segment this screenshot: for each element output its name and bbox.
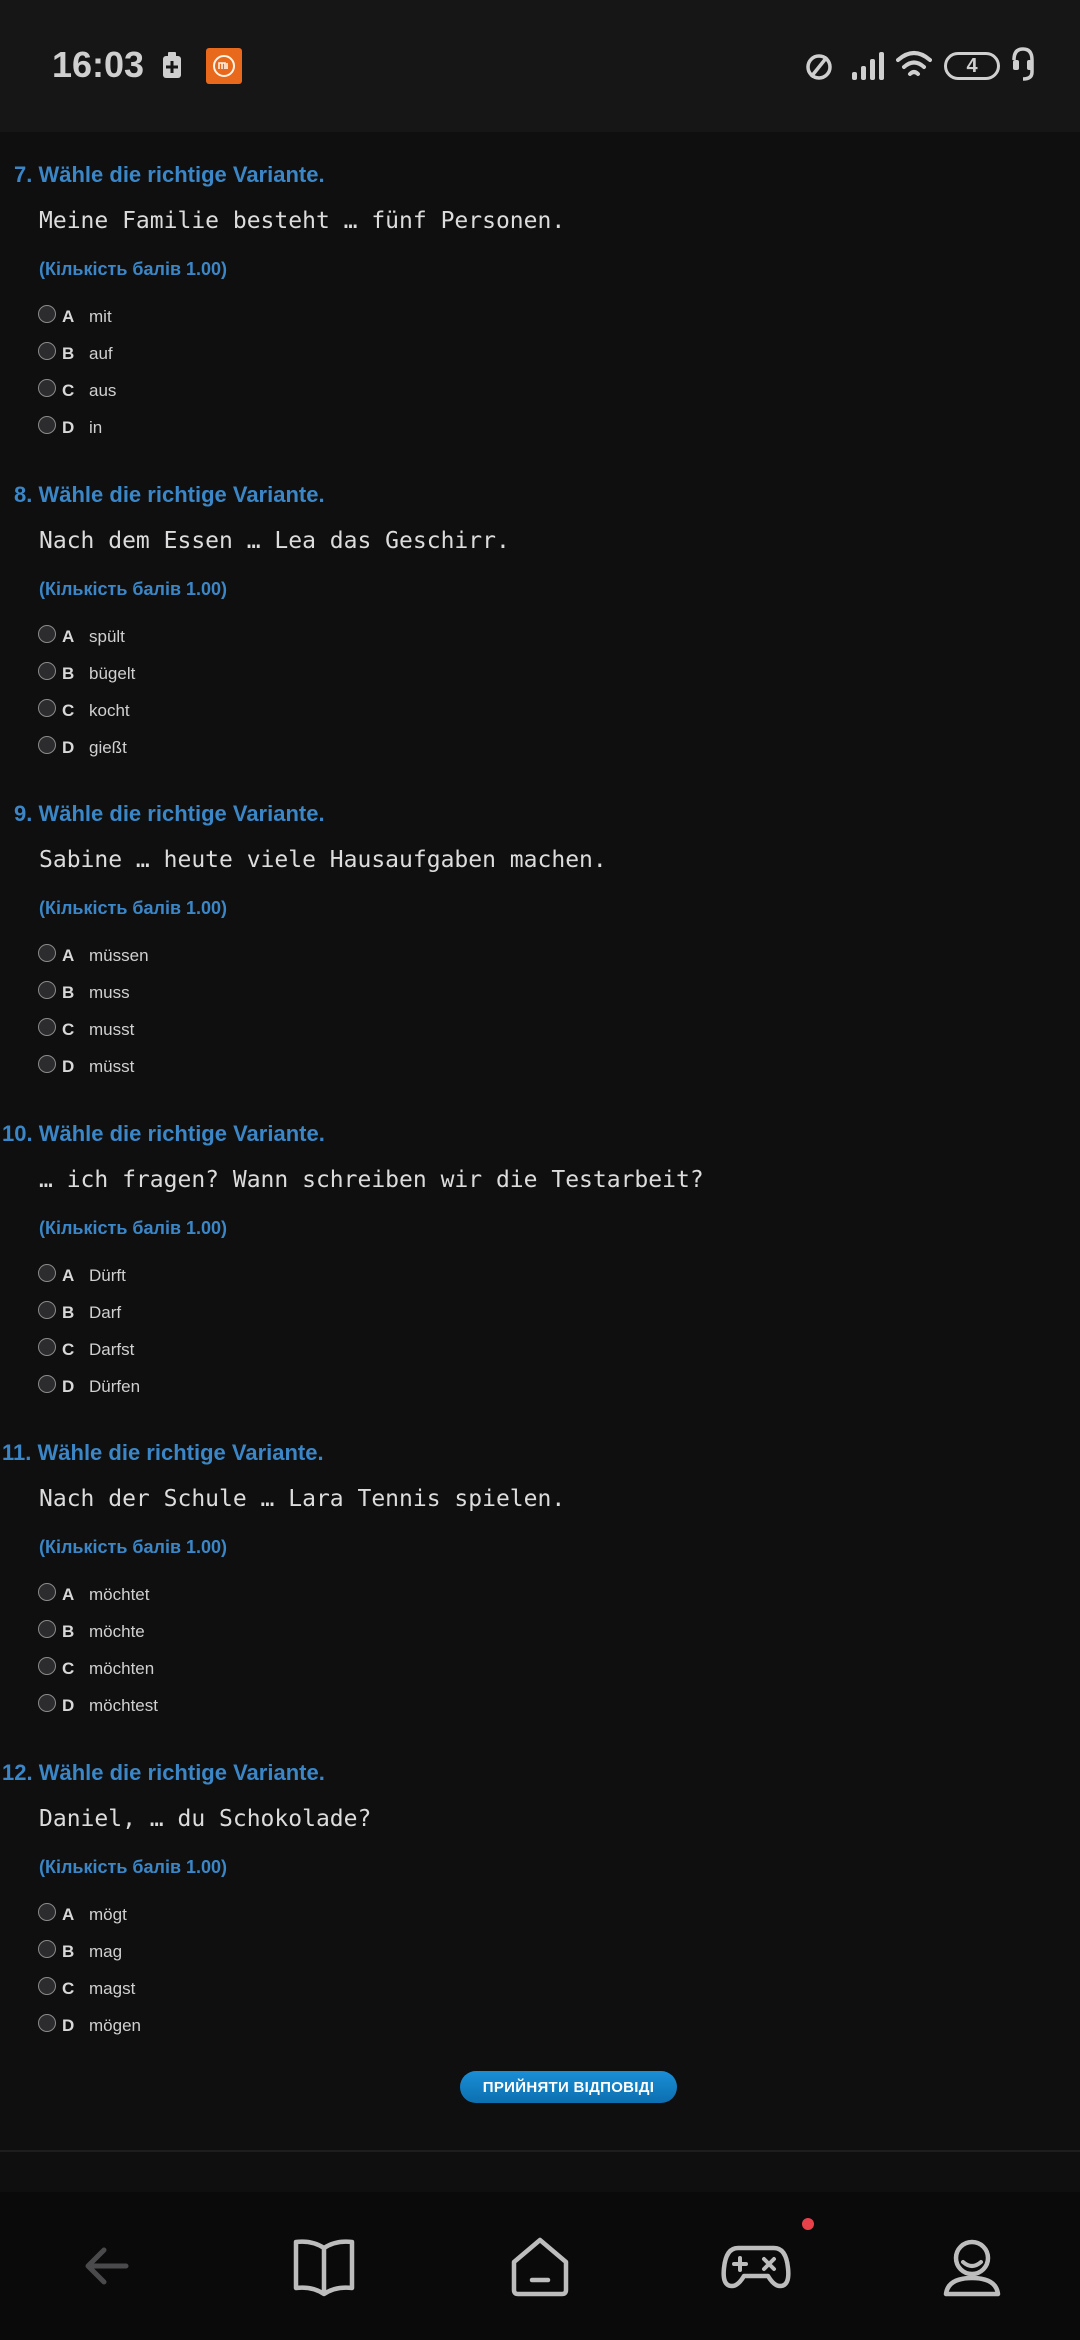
question-instruction: Wähle die richtige Variante. (38, 801, 325, 826)
headset-icon (1010, 46, 1036, 86)
bottom-nav (0, 2192, 1080, 2340)
radio-button[interactable] (38, 1940, 56, 1958)
home-icon[interactable] (502, 2228, 578, 2304)
option-letter: B (62, 1942, 75, 1961)
option-text: aus (89, 381, 117, 400)
radio-button[interactable] (38, 1338, 56, 1356)
radio-button[interactable] (38, 1583, 56, 1601)
radio-button[interactable] (38, 1264, 56, 1282)
question-instruction: Wähle die richtige Variante. (38, 1760, 325, 1785)
option-letter: A (62, 946, 75, 965)
option-letter: A (62, 1905, 75, 1924)
option-text: in (89, 418, 103, 437)
option-letter: C (62, 1340, 75, 1359)
question-title (0, 1440, 1080, 1466)
question-number: 7. (14, 162, 33, 187)
radio-button[interactable] (38, 379, 56, 397)
question-instruction: Wähle die richtige Variante. (38, 162, 325, 187)
notification-badge (802, 2218, 814, 2230)
battery-saver-icon (160, 52, 184, 80)
mi-app-icon (206, 48, 242, 84)
radio-button[interactable] (38, 699, 56, 717)
alarm-off-icon (803, 50, 835, 82)
option-text: musst (89, 1020, 135, 1039)
question-title (0, 1121, 1080, 1147)
option-text: möchten (89, 1659, 155, 1678)
option-text: muss (89, 983, 130, 1002)
option-letter: D (62, 418, 75, 437)
divider (0, 2150, 1080, 2152)
option-text: mögt (89, 1905, 127, 1924)
radio-button[interactable] (38, 736, 56, 754)
option-text: müssen (89, 946, 149, 965)
question-number: 9. (14, 801, 33, 826)
points-label: (Кількість балів 1.00) (39, 1218, 228, 1238)
option-letter: D (62, 738, 75, 757)
question-instruction: Wähle die richtige Variante. (38, 1121, 325, 1146)
points-label: (Кількість балів 1.00) (39, 259, 228, 279)
option-letter: D (62, 1057, 75, 1076)
option-letter: A (62, 1266, 75, 1285)
radio-button[interactable] (38, 1018, 56, 1036)
option-text: möchtet (89, 1585, 150, 1604)
radio-button[interactable] (38, 416, 56, 434)
points-label: (Кількість балів 1.00) (39, 898, 228, 918)
question-text: Nach dem Essen … Lea das Geschirr. (39, 528, 510, 554)
radio-button[interactable] (38, 1657, 56, 1675)
question-text: Meine Familie besteht … fünf Personen. (39, 208, 566, 234)
question-text: Daniel, … du Schokolade? (39, 1806, 372, 1832)
wifi-icon (896, 48, 932, 82)
back-icon[interactable] (70, 2228, 146, 2304)
option-text: kocht (89, 701, 130, 720)
option-letter: D (62, 1696, 75, 1715)
option-text: Darfst (89, 1340, 135, 1359)
gamepad-icon[interactable] (718, 2228, 794, 2304)
option-letter: B (62, 344, 75, 363)
option-text: müsst (89, 1057, 135, 1076)
option-letter: B (62, 664, 75, 683)
points-label: (Кількість балів 1.00) (39, 1857, 228, 1877)
battery-icon (944, 52, 1000, 80)
option-text: mag (89, 1942, 123, 1961)
question-text: Sabine … heute viele Hausaufgaben machen. (39, 847, 607, 873)
option-letter: C (62, 1020, 75, 1039)
option-letter: B (62, 1622, 75, 1641)
submit-answers-button[interactable]: ПРИЙНЯТИ ВІДПОВІДІ (460, 2071, 677, 2103)
option-letter: C (62, 381, 75, 400)
signal-icon (850, 50, 884, 82)
points-label: (Кількість балів 1.00) (39, 1537, 228, 1557)
option-text: spült (89, 627, 125, 646)
option-text: auf (89, 344, 113, 363)
option-text: Dürfen (89, 1377, 141, 1396)
radio-button[interactable] (38, 1055, 56, 1073)
option-letter: A (62, 627, 75, 646)
option-text: gießt (89, 738, 127, 757)
radio-button[interactable] (38, 1375, 56, 1393)
question-title (0, 162, 1080, 188)
radio-button[interactable] (38, 944, 56, 962)
option-text: bügelt (89, 664, 136, 683)
question-instruction: Wähle die richtige Variante. (37, 1440, 324, 1465)
option-text: möchte (89, 1622, 145, 1641)
question-title (0, 1760, 1080, 1786)
option-text: mögen (89, 2016, 141, 2035)
question-title (0, 801, 1080, 827)
radio-button[interactable] (38, 625, 56, 643)
status-bar (0, 0, 1080, 132)
option-letter: D (62, 2016, 75, 2035)
question-number: 12. (2, 1760, 33, 1785)
option-letter: D (62, 1377, 75, 1396)
radio-button[interactable] (38, 662, 56, 680)
radio-button[interactable] (38, 1620, 56, 1638)
option-letter: A (62, 1585, 75, 1604)
radio-button[interactable] (38, 2014, 56, 2032)
radio-button[interactable] (38, 305, 56, 323)
question-number: 8. (14, 482, 33, 507)
question-number: 10. (2, 1121, 33, 1146)
question-instruction: Wähle die richtige Variante. (38, 482, 325, 507)
radio-button[interactable] (38, 1903, 56, 1921)
question-number: 11. (2, 1440, 32, 1465)
profile-icon[interactable] (934, 2228, 1010, 2304)
radio-button[interactable] (38, 1977, 56, 1995)
option-letter: A (62, 307, 75, 326)
radio-button[interactable] (38, 1694, 56, 1712)
book-icon[interactable] (286, 2228, 362, 2304)
question-title (0, 482, 1080, 508)
points-label: (Кількість балів 1.00) (39, 579, 228, 599)
option-letter: B (62, 1303, 75, 1322)
battery-level: 4 (966, 55, 978, 77)
option-letter: B (62, 983, 75, 1002)
option-text: Dürft (89, 1266, 126, 1285)
radio-button[interactable] (38, 1301, 56, 1319)
option-letter: C (62, 701, 75, 720)
radio-button[interactable] (38, 981, 56, 999)
option-text: möchtest (89, 1696, 158, 1715)
question-text: … ich fragen? Wann schreiben wir die Testarbeit? (39, 1167, 704, 1193)
status-time: 16:03 (52, 44, 145, 85)
option-text: Darf (89, 1303, 122, 1322)
option-text: mit (89, 307, 112, 326)
option-letter: C (62, 1979, 75, 1998)
question-text: Nach der Schule … Lara Tennis spielen. (39, 1486, 566, 1512)
option-text: magst (89, 1979, 136, 1998)
radio-button[interactable] (38, 342, 56, 360)
option-letter: C (62, 1659, 75, 1678)
